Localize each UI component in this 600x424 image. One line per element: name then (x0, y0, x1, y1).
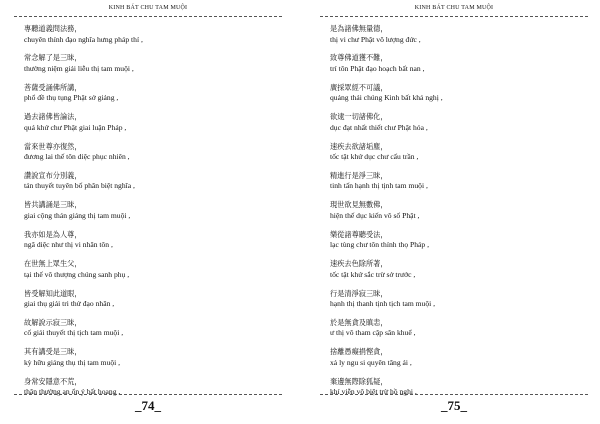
verse-chinese: 常念解了是三昧， (24, 53, 82, 63)
verse-chinese: 棄邊無際除狐疑， (330, 376, 388, 386)
verse (330, 200, 584, 221)
verse-chinese: 讚說宣布分別義， (24, 170, 82, 180)
verse (330, 112, 584, 133)
verse-chinese: 皆共講誦是三昧， (24, 200, 82, 210)
verse (330, 83, 584, 104)
verse-list (330, 24, 584, 406)
verse-chinese: 我亦如是為人尊， (24, 229, 82, 239)
verse-transliteration: xả ly ngu si quyên tăng ái , (330, 357, 412, 367)
verse (24, 318, 278, 339)
top-divider (320, 16, 588, 17)
verse-chinese: 速疾去欲諸垢塵， (330, 141, 388, 151)
verse-transliteration: trí tôn Phật đạo hoạch bất nan , (330, 63, 425, 73)
verse (330, 347, 584, 368)
page-right (320, 0, 588, 424)
verse-transliteration: giai cộng thán giảng thị tam muội , (24, 210, 131, 220)
top-divider (14, 16, 282, 17)
verse-transliteration: lạc tùng chư tôn thính thọ Pháp , (330, 240, 430, 250)
verse-chinese: 廣採眾經不可議， (330, 82, 388, 92)
bottom-divider (14, 394, 282, 395)
verse-transliteration: quá khứ chư Phật giai luận Pháp , (24, 122, 127, 132)
verse (330, 230, 584, 251)
verse-transliteration: kỳ hữu giảng thụ thị tam muội , (24, 357, 121, 367)
verse-chinese: 樂從諸尊聽受法， (330, 229, 388, 239)
verse-transliteration: khí viễn vô biệt trừ hồ nghi , (330, 387, 417, 397)
bottom-divider (320, 394, 588, 395)
verse (330, 289, 584, 310)
page-left (14, 0, 282, 424)
verse-transliteration: hiện thế dục kiến vô số Phật , (330, 210, 420, 220)
verse-transliteration: tán thuyết tuyên bố phân biệt nghĩa , (24, 181, 135, 191)
verse (24, 171, 278, 192)
verse-list (24, 24, 278, 406)
verse-chinese: 現世欲見無數佛， (330, 200, 388, 210)
verse-chinese: 身常安隱意不荒， (24, 376, 82, 386)
verse (24, 112, 278, 133)
verse-chinese: 其有講受是三昧， (24, 347, 82, 357)
verse (330, 171, 584, 192)
verse-transliteration: ngã diệc như thị vi nhân tôn , (24, 240, 113, 250)
verse-chinese: 故解說示寂三昧， (24, 317, 82, 327)
verse-chinese: 是為諸佛無量德， (330, 24, 388, 33)
verse (24, 83, 278, 104)
page-number: _75_ (441, 398, 467, 413)
verse-transliteration: hạnh thị thanh tịnh tịch tam muội , (330, 299, 436, 309)
verse-chinese: 欲逮一切諸佛化， (330, 112, 388, 122)
verse (24, 289, 278, 310)
verse-transliteration: thân thường an ổn ý bất hoang , (24, 387, 121, 397)
verse-transliteration: tinh tấn hạnh thị tịnh tam muội , (330, 181, 428, 191)
verse (330, 318, 584, 339)
page-number: _74_ (135, 398, 161, 413)
verse (24, 230, 278, 251)
verse-chinese: 速疾去色除所著， (330, 259, 388, 269)
verse-chinese: 皆受解知此道眼， (24, 288, 82, 298)
verse-transliteration: dục đạt nhất thiết chư Phật hóa , (330, 122, 428, 132)
verse-chinese: 行是清淨寂三昧， (330, 288, 388, 298)
verse-transliteration: cố giải thuyết thị tịch tam muội , (24, 328, 124, 338)
verse-transliteration: thường niệm giải liễu thị tam muội , (24, 63, 134, 73)
running-header: KINH BÁT CHU TAM MUỘI (414, 5, 494, 11)
verse-transliteration: tốc tật khứ sắc trừ sở trước , (330, 269, 416, 279)
verse (24, 53, 278, 74)
verse-transliteration: ư thị vô tham cập sân khuể , (330, 328, 416, 338)
verse-chinese: 過去諸佛皆論法， (24, 112, 82, 122)
verse-chinese: 致尊佛道獲不難， (330, 53, 388, 63)
verse-transliteration: chuyên thính đạo nghĩa hưng pháp thí , (24, 34, 143, 44)
verse-chinese: 在世無上眾生父， (24, 259, 82, 269)
verse (24, 24, 278, 45)
verse-transliteration: đương lai thế tôn diệc phục nhiên , (24, 152, 130, 162)
verse-chinese: 捨離愚癡捐慳貪， (330, 347, 388, 357)
verse (330, 53, 584, 74)
verse-transliteration: giai thụ giải tri thử đạo nhãn , (24, 299, 115, 309)
verse (330, 24, 584, 45)
verse (24, 259, 278, 280)
running-header: KINH BÁT CHU TAM MUỘI (108, 5, 188, 11)
verse-transliteration: thị vi chư Phật vô lượng đức , (330, 34, 421, 44)
verse (24, 200, 278, 221)
verse-chinese: 精進行是淨三昧， (330, 170, 388, 180)
verse (330, 142, 584, 163)
verse-transliteration: phổ đề thụ tụng Phật sở giảng , (24, 93, 119, 103)
verse-transliteration: quảng thái chúng Kinh bất khả nghị , (330, 93, 443, 103)
verse-transliteration: tốc tật khứ dục chư cấu trần , (330, 152, 419, 162)
verse (330, 259, 584, 280)
verse (24, 347, 278, 368)
verse-chinese: 於是無貪及瞋恚， (330, 317, 388, 327)
verse-chinese: 專聽道義問法務， (24, 24, 82, 33)
verse-chinese: 當來世尊亦復然， (24, 141, 82, 151)
verse-chinese: 菩薩受誦佛所講， (24, 82, 82, 92)
verse (24, 142, 278, 163)
verse-transliteration: tại thế vô thượng chúng sanh phụ , (24, 269, 130, 279)
